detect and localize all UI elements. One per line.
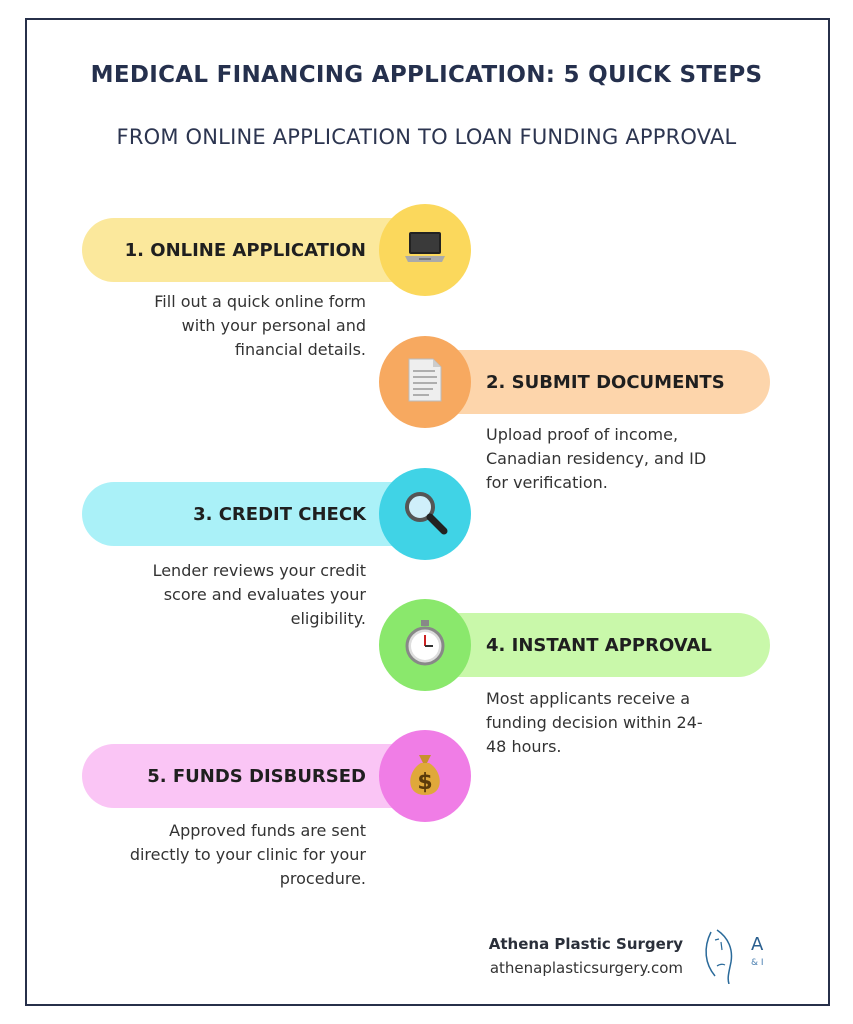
description-line: procedure. [279, 869, 366, 888]
page-subtitle: FROM ONLINE APPLICATION TO LOAN FUNDING APPROVAL [116, 125, 737, 149]
description-line: for verification. [486, 473, 608, 492]
description-line: Canadian residency, and ID [486, 449, 707, 468]
step-icon-circle [379, 730, 471, 822]
description-line: Most applicants receive a [486, 689, 691, 708]
laptop-icon [401, 228, 449, 272]
description-line: directly to your clinic for your [129, 845, 366, 864]
step-title: 2. SUBMIT DOCUMENTS [486, 371, 725, 393]
description-line: Lender reviews your credit [152, 561, 366, 580]
logo-subtext: & I [751, 958, 764, 968]
step-description [86, 290, 366, 362]
step-title: 3. CREDIT CHECK [193, 503, 366, 525]
description-line: score and evaluates your [163, 585, 366, 604]
money-bag-icon [403, 749, 447, 803]
step-icon-circle [379, 204, 471, 296]
stopwatch-icon [402, 618, 448, 672]
description-line: Upload proof of income, [486, 425, 679, 444]
step-title: 5. FUNDS DISBURSED [147, 765, 366, 787]
face-profile-icon [703, 928, 749, 984]
logo-letter: A [751, 934, 764, 955]
magnifying-glass-icon [400, 487, 450, 541]
footer-brand-name: Athena Plastic Surgery [488, 935, 683, 953]
step-title: 1. ONLINE APPLICATION [124, 239, 366, 261]
document-icon [403, 355, 447, 409]
athena-logo [703, 928, 767, 984]
description-line: 48 hours. [486, 737, 562, 756]
step-icon-circle [379, 468, 471, 560]
step-icon-circle [379, 336, 471, 428]
page-title: MEDICAL FINANCING APPLICATION: 5 QUICK STEPS [90, 62, 763, 88]
svg-text:$: $ [417, 770, 433, 795]
step-description [486, 687, 766, 759]
step-title: 4. INSTANT APPROVAL [486, 634, 712, 656]
description-line: Approved funds are sent [169, 821, 366, 840]
description-line: eligibility. [290, 609, 366, 628]
description-line: financial details. [234, 340, 366, 359]
step-description [486, 423, 766, 495]
description-line: funding decision within 24- [486, 713, 703, 732]
step-description [86, 559, 366, 631]
description-line: with your personal and [181, 316, 366, 335]
step-description [86, 819, 366, 891]
footer-url[interactable]: athenaplasticsurgery.com [489, 959, 683, 977]
step-icon-circle [379, 599, 471, 691]
description-line: Fill out a quick online form [154, 292, 366, 311]
